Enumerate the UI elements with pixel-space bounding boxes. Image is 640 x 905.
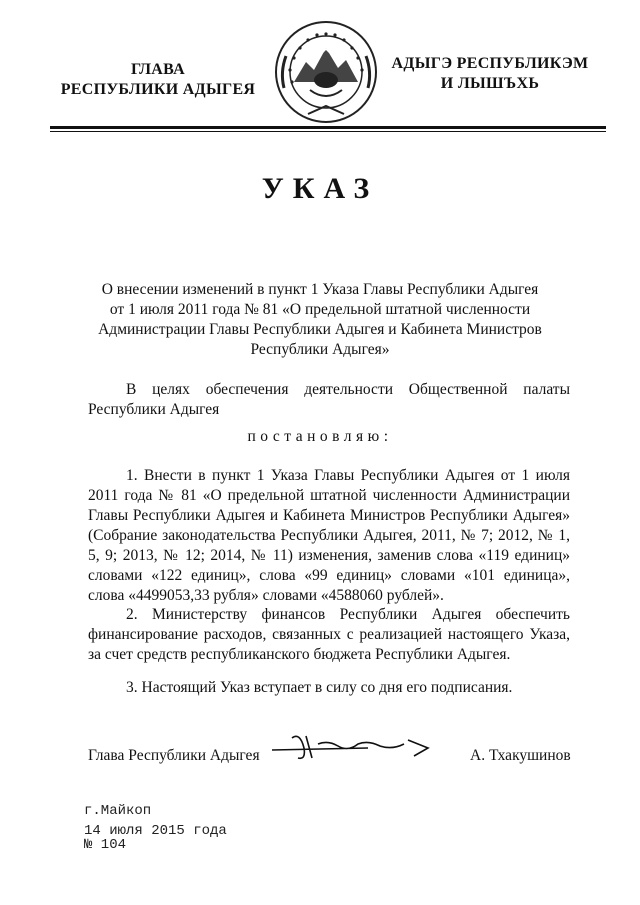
subject-line: О внесении изменений в пункт 1 Указа Главы Республики Адыгея xyxy=(101,281,539,298)
preamble-paragraph xyxy=(88,380,570,420)
stamp-date: 14 июля 2015 года xyxy=(84,823,227,839)
item-3-paragraph xyxy=(88,678,570,698)
item-3-text: 3. Настоящий Указ вступает в силу со дня его подписания. xyxy=(126,679,513,696)
header-right-title xyxy=(385,54,595,94)
header-divider-thin xyxy=(50,131,606,132)
signatory-name: А. Тхакушинов xyxy=(470,747,571,764)
document-title: УКАЗ xyxy=(261,172,379,205)
header-left-line1: ГЛАВА xyxy=(131,61,185,78)
header-right-line2: И ЛЫШЪХЬ xyxy=(440,75,540,92)
header-right-line1: АДЫГЭ РЕСПУБЛИКЭМ xyxy=(391,55,589,72)
item-2-paragraph xyxy=(88,605,570,665)
document-subject xyxy=(80,280,560,360)
item-2-text: 2. Министерству финансов Республики Адыгея обеспечить финансирование расходов, связанных с реализацией настоящего Указа, за счет средств республиканского бюджета Республики Адыгея. xyxy=(88,606,570,663)
signatory-position: Глава Республики Адыгея xyxy=(88,747,260,764)
subject-line: от 1 июля 2011 года № 81 «О предельной штатной численности xyxy=(109,301,531,318)
header-left-title xyxy=(48,60,268,100)
item-1-text: 1. Внести в пункт 1 Указа Главы Республики Адыгея от 1 июля 2011 года № 81 «О предельной штатной численности Администрации Главы Республики Адыгея и Кабинета Министров Республики Адыгея» (Собрание законодательства Республики Адыгея, 2011, № 7; 2012, № 1, 5, 9; 2013, № 12; 2014, № 11) изменения, заменив слова «119 единиц» словами «122 единиц», слова «99 единиц» словами «101 единица», слова «4499053,33 рубля» словами «4588060 рублей». xyxy=(88,467,570,604)
handwritten-signature xyxy=(268,728,448,768)
decree-word: постановляю: xyxy=(247,428,393,445)
subject-line: Республики Адыгея» xyxy=(250,341,390,358)
preamble-text: В целях обеспечения деятельности Общественной палаты Республики Адыгея xyxy=(88,381,570,418)
item-1-paragraph xyxy=(88,466,570,606)
header-left-line2: РЕСПУБЛИКИ АДЫГЕЯ xyxy=(60,81,256,98)
subject-line: Администрации Главы Республики Адыгея и Кабинета Министров xyxy=(98,321,542,338)
stamp-city: г.Майкоп xyxy=(84,803,152,819)
header-divider-thick xyxy=(50,126,606,129)
republic-emblem xyxy=(270,18,382,126)
stamp-number: № 104 xyxy=(84,837,127,853)
